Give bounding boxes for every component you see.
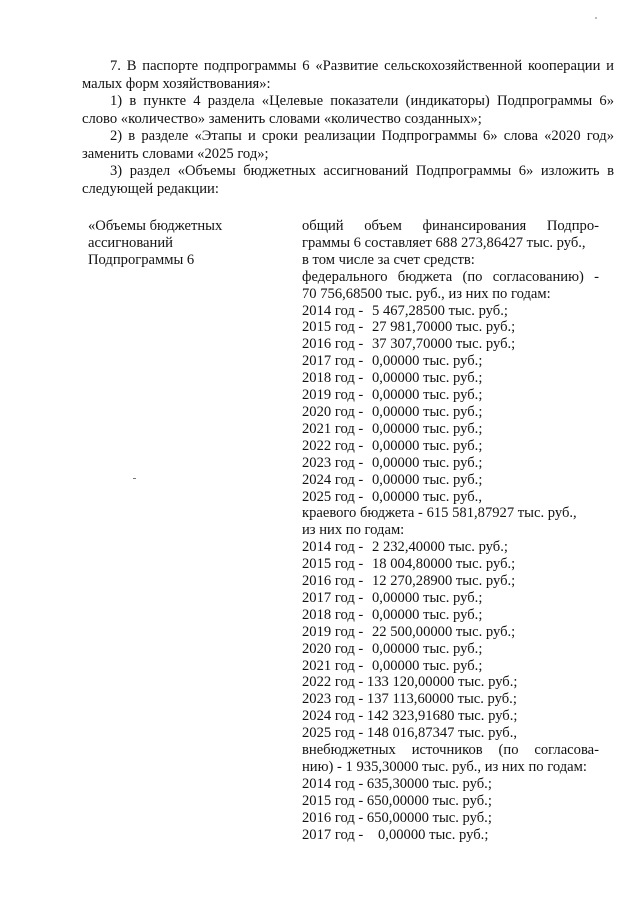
regional-year-row (302, 573, 599, 590)
year-label: 2016 год - (302, 336, 364, 353)
federal-year-row (302, 387, 599, 404)
year-value: 0,00000 тыс. руб.; (372, 454, 483, 471)
regional-year-row (302, 658, 599, 675)
year-value: 18 004,80000 тыс. руб.; (372, 556, 516, 573)
total-line: общий объем финансирования Подпро- (302, 218, 599, 234)
federal-year-row (302, 455, 599, 472)
year-label: 2020 год - (302, 640, 364, 657)
regional-year-row: 2022 год - 133 120,00000 тыс. руб.; (302, 674, 518, 691)
regional-line: краевого бюджета - 615 581,87927 тыс. руб., (302, 505, 577, 522)
federal-line: федерального бюджета (по согласованию) - (302, 268, 599, 285)
extrabudget-year-row: 2016 год - 650,00000 тыс. руб.; (302, 809, 492, 826)
regional-year-row (302, 607, 599, 624)
regional-line: из них по годам: (302, 522, 405, 539)
federal-year-row (302, 319, 599, 336)
total-line: граммы 6 составляет 688 273,86427 тыс. руб., (302, 234, 586, 251)
year-value: 0,00000 тыс. руб.; (372, 387, 483, 404)
federal-year-row (302, 336, 599, 353)
year-value: 0,00000 тыс. руб.; (372, 606, 483, 623)
year-label: 2019 год - (302, 623, 364, 640)
federal-years-list (302, 303, 599, 506)
year-value: 0,00000 тыс. руб.; (372, 657, 483, 674)
year-value: 0,00000 тыс. руб.; (372, 437, 483, 454)
year-value: 5 467,28500 тыс. руб.; (372, 302, 508, 319)
year-value: 0,00000 тыс. руб.; (372, 471, 483, 488)
federal-year-row (302, 421, 599, 438)
year-value: 0,00000 тыс. руб.; (372, 370, 483, 387)
year-label: 2017 год - (302, 353, 364, 370)
total-line: в том числе за счет средств: (302, 251, 475, 268)
year-label: 2023 год - (302, 454, 364, 471)
extrabudget-year-row: 2014 год - 635,30000 тыс. руб.; (302, 775, 492, 792)
year-label: 2019 год - (302, 387, 364, 404)
section-label (88, 218, 268, 269)
regional-year-row (302, 641, 599, 658)
regional-year-row (302, 539, 599, 556)
extrabudget-year-row (302, 827, 599, 844)
section-label-line: «Объемы бюджетных (88, 218, 223, 234)
extrabudget-year-row: 2015 год - 650,00000 тыс. руб.; (302, 792, 492, 809)
year-value: 0,00000 тыс. руб., (372, 488, 482, 505)
year-label: 2017 год - (302, 826, 364, 843)
year-label: 2021 год - (302, 657, 364, 674)
year-value: 12 270,28900 тыс. руб.; (372, 573, 516, 590)
year-label: 2015 год - (302, 556, 364, 573)
federal-year-row (302, 370, 599, 387)
federal-line: 70 756,68500 тыс. руб., из них по годам: (302, 285, 551, 302)
federal-year-row (302, 303, 599, 320)
federal-year-row (302, 353, 599, 370)
funding-text (302, 218, 599, 844)
federal-year-row (302, 472, 599, 489)
year-label: 2025 год - (302, 488, 364, 505)
year-value: 0,00000 тыс. руб.; (372, 353, 483, 370)
regional-year-row (302, 590, 599, 607)
year-label: 2024 год - (302, 471, 364, 488)
regional-year-row: 2023 год - 137 113,60000 тыс. руб.; (302, 691, 517, 708)
subitem-2-paragraph: 2) в разделе «Этапы и сроки реализации Подпрограммы 6» слова «2020 год» заменить словами «2025 год»; (82, 128, 614, 162)
year-label: 2020 год - (302, 403, 364, 420)
year-label: 2015 год - (302, 319, 364, 336)
year-value: 0,00000 тыс. руб.; (378, 826, 489, 843)
extrabudget-line: нию) - 1 935,30000 тыс. руб., из них по годам: (302, 759, 587, 775)
section-label-line: Подпрограммы 6 (88, 252, 195, 268)
scan-speck (595, 17, 597, 19)
year-value: 37 307,70000 тыс. руб.; (372, 336, 516, 353)
federal-year-row (302, 438, 599, 455)
item-7-paragraph: 7. В паспорте подпрограммы 6 «Развитие сельскохозяйственной кооперации и малых форм хозяйствования»: (82, 58, 614, 92)
year-label: 2021 год - (302, 420, 364, 437)
year-value: 0,00000 тыс. руб.; (372, 403, 483, 420)
extrabudget-line: внебюджетных источников (по согласова- (302, 742, 599, 759)
subitem-1-paragraph: 1) в пункте 4 раздела «Целевые показатели (индикаторы) Подпрограммы 6» слово «количество» заменить словами «количество созданных»; (82, 93, 614, 127)
year-label: 2017 год - (302, 589, 364, 606)
year-value: 0,00000 тыс. руб.; (372, 420, 483, 437)
year-value: 2 232,40000 тыс. руб.; (372, 539, 508, 556)
regional-year-row (302, 624, 599, 641)
federal-year-row (302, 404, 599, 421)
year-value: 22 500,00000 тыс. руб.; (372, 623, 516, 640)
section-label-line: ассигнований (88, 235, 173, 251)
year-value: 27 981,70000 тыс. руб.; (372, 319, 516, 336)
year-value: 0,00000 тыс. руб.; (372, 640, 483, 657)
year-label: 2018 год - (302, 370, 364, 387)
regional-years-list (302, 539, 599, 674)
year-label: 2022 год - (302, 437, 364, 454)
amendment-intro (82, 58, 614, 198)
year-label: 2018 год - (302, 606, 364, 623)
regional-year-row: 2025 год - 148 016,87347 тыс. руб., (302, 725, 518, 742)
scan-mark (133, 478, 136, 479)
year-label: 2014 год - (302, 539, 364, 556)
regional-year-row: 2024 год - 142 323,91680 тыс. руб.; (302, 708, 518, 725)
year-label: 2016 год - (302, 573, 364, 590)
regional-year-row (302, 556, 599, 573)
federal-year-row (302, 489, 599, 506)
subitem-3-paragraph: 3) раздел «Объемы бюджетных ассигнований Подпрограммы 6» изложить в следующей редакции: (82, 163, 614, 197)
year-value: 0,00000 тыс. руб.; (372, 589, 483, 606)
year-label: 2014 год - (302, 302, 364, 319)
